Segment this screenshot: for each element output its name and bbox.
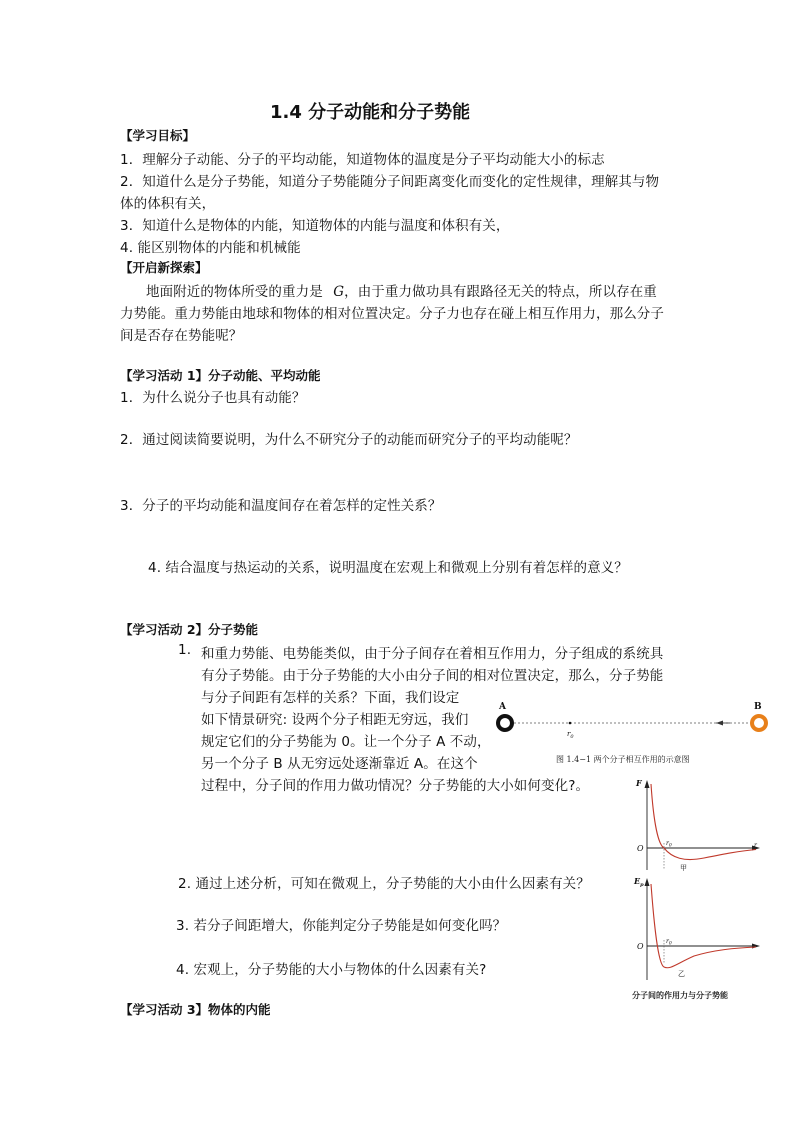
r0-label: $r_0$ (567, 730, 574, 740)
explore-line-3: 间是否存在势能呢？ (120, 328, 243, 344)
ep-y-axis-arrow (645, 878, 650, 886)
r0-marker (569, 722, 572, 725)
activity3-header: 【学习活动 3】物体的内能 (120, 1002, 271, 1017)
figure1-caption: 图 1.4−1 两个分子相互作用的示意图 (556, 755, 690, 764)
force-axis-label: F (636, 778, 642, 788)
force-r0-label: $r_0$ (666, 840, 672, 849)
ep-curve (651, 884, 756, 968)
objective-item-2: 2．知道什么是分子势能，知道分子势能随分子间距离变化而变化的定性规律，理解其与物 (120, 174, 660, 190)
activity1-q4: 4. 结合温度与热运动的关系，说明温度在宏观上和微观上分别有着怎样的意义？ (148, 560, 628, 576)
force-origin-label: O (637, 844, 644, 853)
activity2-item1-line-6: 另一个分子 B 从无穷远处逐渐靠近 A。在这个 (201, 756, 478, 772)
activity2-header: 【学习活动 2】分子势能 (120, 622, 259, 637)
activity2-item4: 4. 宏观上，分子势能的大小与物体的什么因素有关? (176, 962, 487, 978)
force-y-axis-arrow (645, 780, 650, 788)
ep-x-axis-arrow (752, 944, 760, 949)
explore-line-1-part-b: ，由于重力做功具有跟路径无关的特点，所以存在重 (344, 284, 657, 300)
objective-item-4: 4. 能区别物体的内能和机械能 (120, 240, 301, 256)
objectives-header: 【学习目标】 (120, 128, 196, 143)
activity1-q3: 3．分子的平均动能和温度间存在着怎样的定性关系？ (120, 498, 442, 514)
activity2-item3: 3. 若分子间距增大，你能判定分子势能是如何变化吗？ (176, 918, 507, 934)
force-x-axis-label: r (754, 842, 757, 849)
approach-arrow-head (716, 721, 723, 726)
molecule-b (752, 716, 766, 730)
activity2-item1-line-5: 规定它们的分子势能为 0。让一个分子 A 不动， (201, 734, 491, 750)
ep-origin-label: O (637, 942, 644, 951)
force-graph-name: 甲 (680, 864, 687, 872)
force-graph (635, 778, 760, 872)
activity2-item2: 2. 通过上述分析，可知在微观上，分子势能的大小由什么因素有关？ (178, 876, 590, 892)
gravity-symbol: G (333, 284, 345, 300)
activity2-item1-line-1: 和重力势能、电势能类似，由于分子间存在着相互作用力，分子组成的系统具 (201, 646, 664, 662)
ep-graph-name: 乙 (678, 970, 685, 978)
potential-energy-graph (633, 876, 760, 980)
figure2-caption: 分子间的作用力与分子势能 (632, 990, 728, 1000)
ep-axis-label: $E_p$ (634, 876, 644, 888)
explore-line-1 (146, 280, 657, 300)
molecule-a (498, 716, 512, 730)
activity1-q1: 1．为什么说分子也具有动能？ (120, 390, 306, 406)
force-potential-figure (624, 774, 774, 1004)
activity1-q2: 2．通过阅读简要说明，为什么不研究分子的动能而研究分子的平均动能呢？ (120, 432, 578, 448)
objective-item-2-cont: 体的体积有关， (120, 196, 216, 212)
activity2-item1-line-4: 如下情景研究: 设两个分子相距无穷远，我们 (201, 712, 469, 728)
molecule-a-label: A (499, 702, 506, 712)
objective-item-1: 1．理解分子动能、分子的平均动能，知道物体的温度是分子平均动能大小的标志 (120, 152, 605, 168)
page-title: 1.4 分子动能和分子势能 (270, 102, 471, 123)
activity2-item1-number: 1. (178, 642, 192, 658)
molecule-b-label: B (754, 702, 762, 712)
explore-header: 【开启新探索】 (120, 260, 208, 275)
objective-item-3: 3．知道什么是物体的内能，知道物体的内能与温度和体积有关， (120, 218, 510, 234)
activity2-item1-line-7: 过程中，分子间的作用力做功情况？分子势能的大小如何变化?。 (201, 778, 590, 794)
two-molecule-figure (490, 696, 776, 768)
activity2-item1-line-3: 与分子间距有怎样的关系？下面，我们设定 (201, 690, 460, 706)
activity2-item1-line-2: 有分子势能。由于分子势能的大小由分子间的相对位置决定，那么，分子势能 (201, 668, 664, 684)
explore-line-1-part-a: 地面附近的物体所受的重力是 (146, 284, 323, 300)
activity1-header: 【学习活动 1】分子动能、平均动能 (120, 368, 321, 383)
explore-line-2: 力势能。重力势能由地球和物体的相对位置决定。分子力也存在碰上相互作用力，那么分子 (120, 306, 664, 322)
ep-r0-label: $r_0$ (666, 938, 672, 947)
